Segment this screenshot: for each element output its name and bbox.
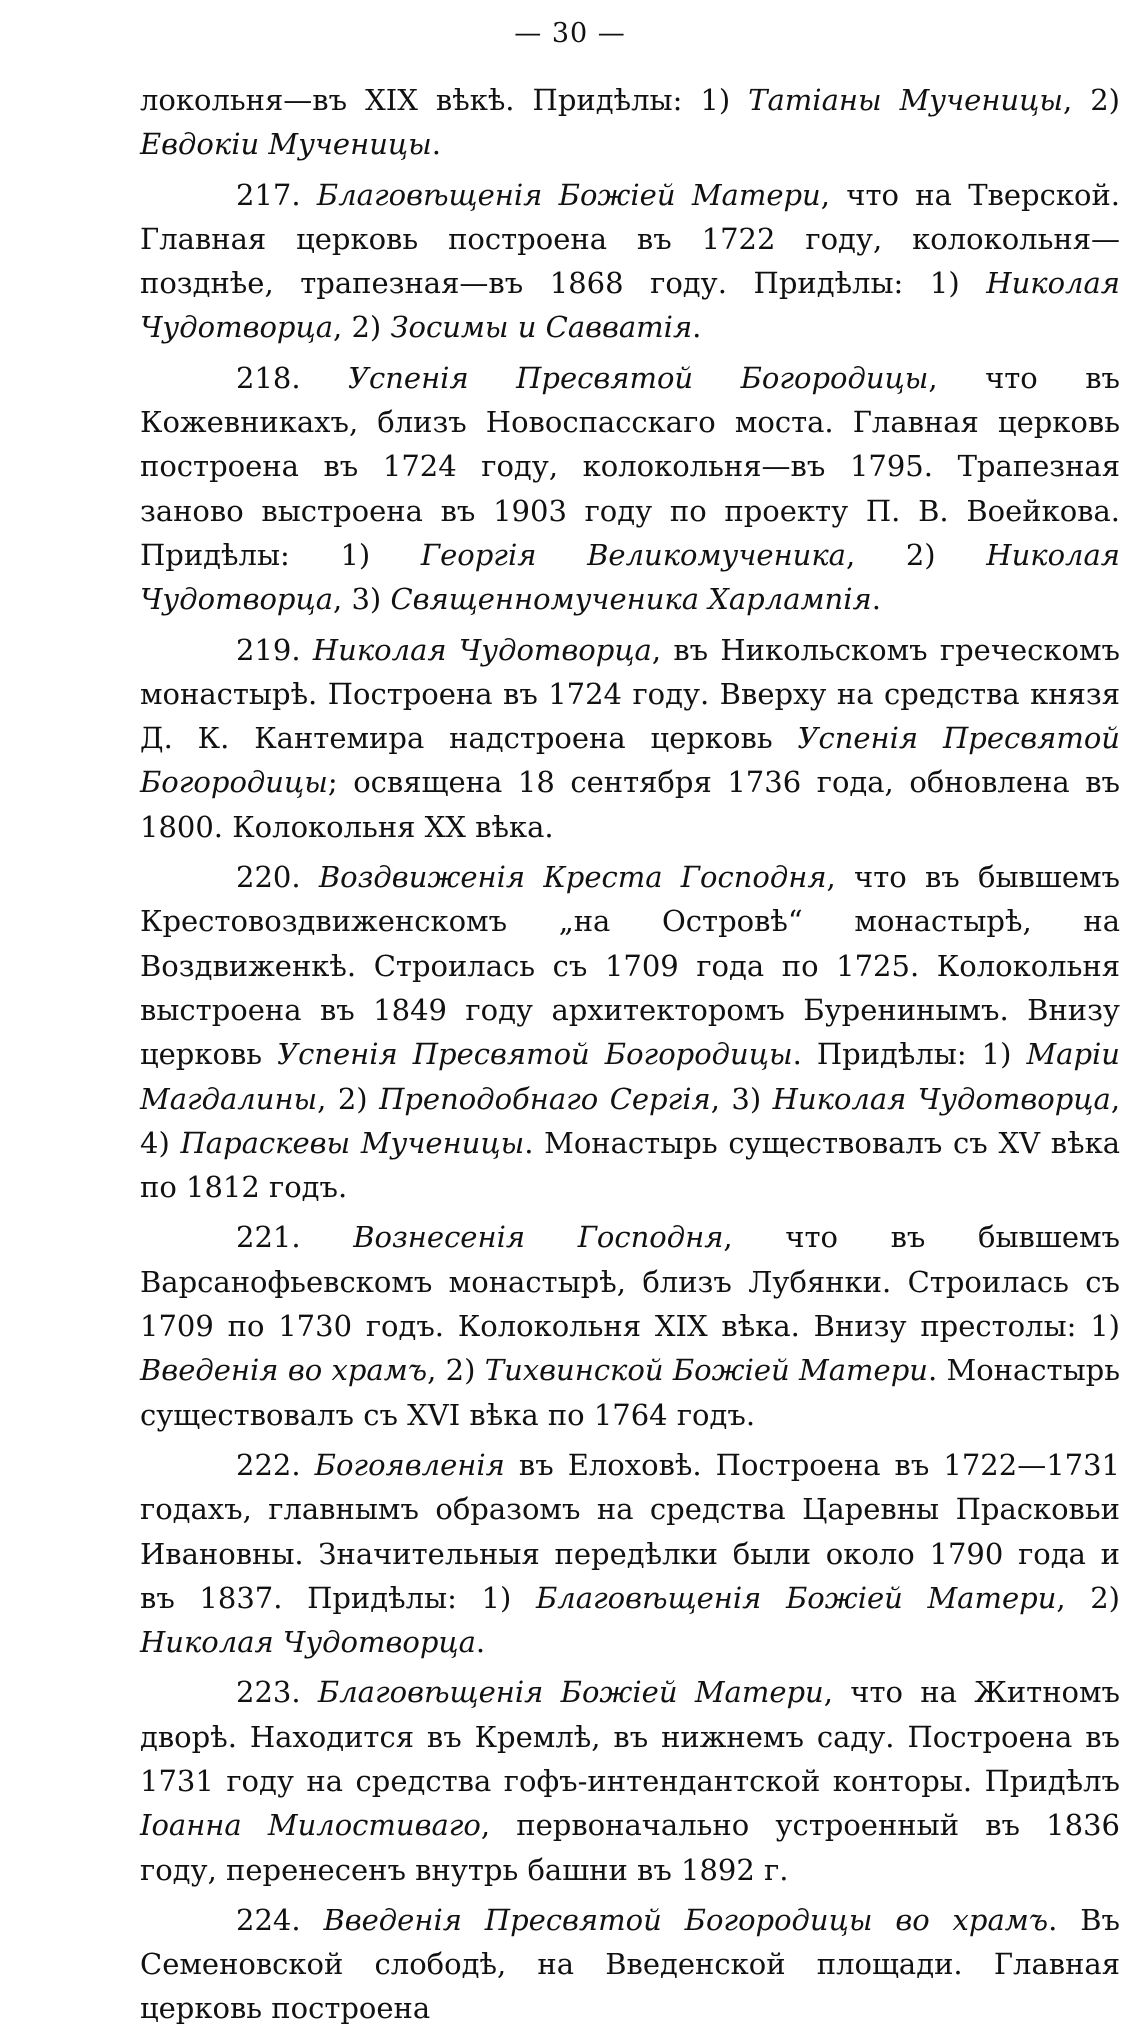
italic-dedication: Богоявленія — [314, 1447, 505, 1482]
text-segment: , первоначально устроенный въ 1836 году, перенесенъ внутрь башни въ 1892 г. — [140, 1808, 1120, 1887]
continued-paragraph — [140, 78, 1120, 167]
text-segment: , 2) — [1062, 83, 1120, 117]
italic-dedication: Воздвиженія Креста Господня — [318, 860, 827, 895]
text-segment: , 4) — [140, 1081, 1121, 1160]
text-segment: , 2) — [317, 1081, 380, 1116]
italic-dedication: Тихвинской Божіей Матери — [484, 1353, 928, 1388]
text-segment: , что на Тверской. Главная церковь построена въ 1722 году, колокольня—позднѣе, трапезная—въ 1868 году. Придѣлы: 1) — [140, 177, 1120, 301]
text-segment: , 2) — [427, 1353, 485, 1388]
text-segment: въ Елоховѣ. Построена въ 1722—1731 годахъ, главнымъ образомъ на средства Царевны Прасковьи Ивановны. Значительныя передѣлки были около 1790 года и въ 1837. Придѣлы: 1) — [140, 1447, 1120, 1615]
text-segment: 217. — [236, 177, 317, 212]
text-segment: . Монастырь существовалъ съ XV вѣка по 1812 годъ. — [140, 1125, 1120, 1205]
text-segment: . — [431, 127, 441, 162]
italic-dedication: Николая Чудотворца — [772, 1081, 1111, 1116]
text-segment: . Монастырь существовалъ съ XVI вѣка по 1764 годъ. — [140, 1353, 1121, 1432]
text-segment: . — [871, 582, 881, 617]
italic-dedication: Успенія Пресвятой Богородицы — [277, 1037, 793, 1072]
text-segment: 221. — [236, 1220, 354, 1255]
text-segment: . — [692, 310, 702, 345]
text-segment: ; освящена 18 сентября 1736 года, обновлена въ 1800. Колокольня XX вѣка. — [140, 765, 1120, 844]
italic-dedication: Татіаны Мученицы — [748, 83, 1063, 117]
text-segment: , 2) — [333, 310, 391, 345]
text-segment: , въ Никольскомъ греческомъ монастырѣ. Построена въ 1724 году. Вверху на средства князя Д. К. Кантемира надстроена церковь — [140, 632, 1120, 756]
text-segment: , что въ Кожевникахъ, близъ Новоспасскаго моста. Главная церковь построена въ 1724 году, колокольня—въ 1795. Трапезная заново выстроена въ 1903 году по проекту П. В. Воейкова. Придѣлы: 1) — [140, 360, 1120, 572]
entry-paragraph — [140, 1215, 1120, 1436]
page-number: — 30 — — [514, 18, 626, 49]
text-segment: , что въ бывшемъ Крестовоздвиженскомъ „на Островѣ“ монастырѣ, на Воздвиженкѣ. Строилась съ 1709 года по 1725. Колокольня выстроена въ 1849 году архитекторомъ Буренинымъ. Внизу церковь — [140, 860, 1120, 1072]
entry-paragraph — [140, 1443, 1120, 1664]
text-segment: , 3) — [333, 582, 391, 617]
text-segment: . Въ Семеновской слободѣ, на Введенской площади. Главная церковь построена — [140, 1902, 1120, 2026]
text-segment: 219. — [236, 632, 313, 667]
italic-dedication: Введенія Пресвятой Богородицы во храмъ — [323, 1902, 1049, 1937]
italic-dedication: Зосимы и Савватія — [390, 310, 693, 345]
italic-dedication: Успенія Пресвятой Богородицы — [140, 721, 1120, 800]
italic-dedication: Іоанна Милостиваго — [140, 1808, 481, 1843]
italic-dedication: Введенія во храмъ — [140, 1353, 428, 1388]
entry-paragraph — [140, 1670, 1120, 1891]
italic-dedication: Николая Чудотворца — [312, 632, 652, 667]
entry-paragraph — [140, 356, 1120, 622]
italic-dedication: Евдокіи Мученицы — [140, 127, 432, 162]
text-segment: 220. — [236, 860, 319, 895]
entry-paragraph — [140, 173, 1120, 350]
italic-dedication: Параскевы Мученицы — [180, 1125, 525, 1160]
text-segment: 222. — [236, 1447, 315, 1482]
text-segment: 223. — [236, 1675, 318, 1710]
text-segment: , что въ бывшемъ Варсанофьевскомъ монастырѣ, близъ Лубянки. Строилась съ 1709 по 1730 годъ. Колокольня XIX вѣка. Внизу престолы: 1) — [140, 1220, 1121, 1344]
italic-dedication: Благовѣщенія Божіей Матери — [317, 1675, 824, 1710]
italic-dedication: Николая Чудотворца — [140, 266, 1120, 345]
entry-paragraph — [140, 1898, 1120, 2031]
italic-dedication: Николая Чудотворца — [140, 537, 1120, 617]
italic-dedication: Маріи Магдалины — [140, 1037, 1120, 1116]
entry-paragraph — [140, 855, 1120, 1209]
text-segment: . — [475, 1625, 486, 1660]
italic-dedication: Георгія Великомученика — [420, 537, 846, 572]
italic-dedication: Успенія Пресвятой Богородицы — [348, 360, 929, 395]
text-segment: , 3) — [710, 1081, 773, 1116]
italic-dedication: Священномученика Харлампія — [390, 582, 872, 617]
italic-dedication: Николая Чудотворца — [140, 1625, 476, 1660]
italic-dedication: Благовѣщенія Божіей Матери — [535, 1580, 1057, 1615]
italic-dedication: Благовѣщенія Божіей Матери — [316, 177, 821, 212]
italic-dedication: Преподобнаго Сергія — [379, 1081, 711, 1116]
text-segment: , 2) — [845, 537, 987, 572]
text-segment: , 2) — [1056, 1580, 1120, 1615]
text-segment: . Придѣлы: 1) — [792, 1037, 1027, 1072]
text-segment: , что на Житномъ дворѣ. Находится въ Кремлѣ, въ нижнемъ саду. Построена въ 1731 году на средства гофъ-интендантской конторы. Придѣлъ — [140, 1675, 1120, 1798]
text-segment: локольня—въ XIX вѣкѣ. Придѣлы: 1) — [140, 83, 749, 117]
text-segment: 224. — [236, 1902, 324, 1937]
text-body — [140, 78, 1120, 2037]
entry-paragraph — [140, 628, 1120, 849]
text-segment: 218. — [236, 360, 349, 395]
italic-dedication: Вознесенія Господня — [353, 1220, 724, 1255]
